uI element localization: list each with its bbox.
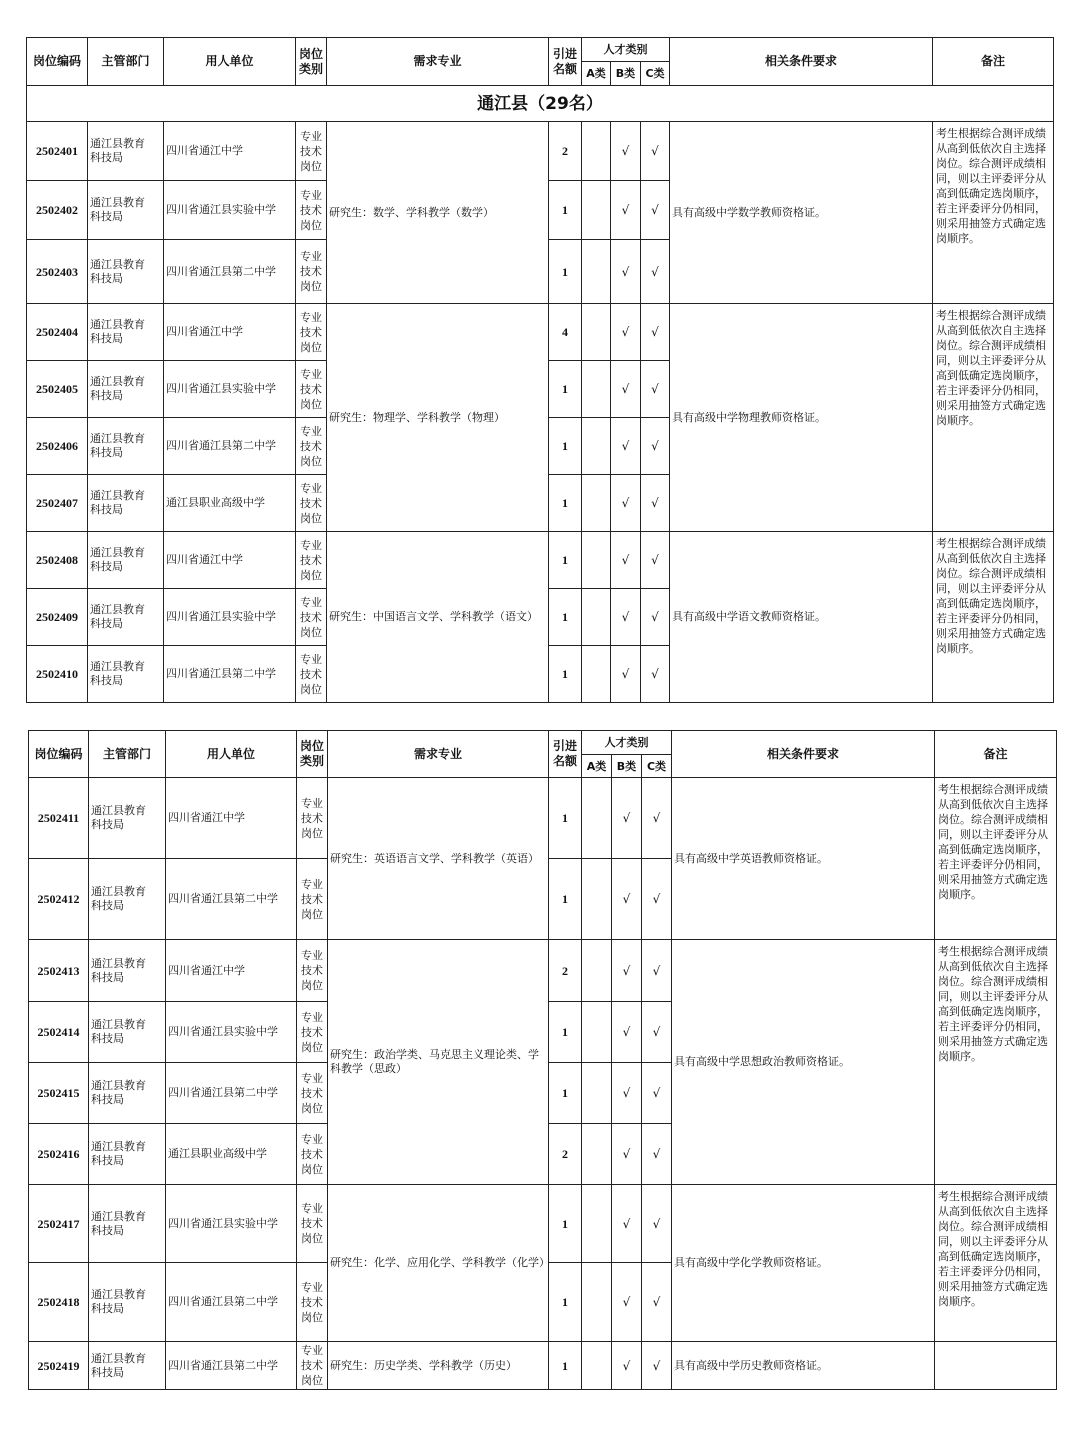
required-major: 研究生：英语语言文学、学科教学（英语） [328, 778, 549, 940]
post-code: 2502404 [27, 304, 88, 361]
post-category: 专业 技术 岗位 [297, 1063, 328, 1124]
quota: 1 [549, 181, 582, 240]
post-code: 2502410 [27, 646, 88, 703]
header-unit: 用人单位 [164, 38, 296, 86]
post-category: 专业 技术 岗位 [296, 646, 327, 703]
talent-b-check: √ [612, 859, 642, 940]
quota: 1 [549, 240, 582, 304]
requirement: 具有高级中学语文教师资格证。 [670, 532, 933, 703]
section-title: 通江县（29名） [27, 86, 1054, 122]
table-row [29, 778, 1057, 859]
talent-c-check: √ [641, 304, 670, 361]
required-major: 研究生：化学、应用化学、学科教学（化学） [328, 1185, 549, 1342]
department: 通江县教育 科技局 [88, 532, 164, 589]
header-post-type: 岗位 类别 [297, 731, 328, 778]
talent-c-check: √ [641, 122, 670, 181]
talent-b-check: √ [612, 1342, 642, 1390]
employer-unit: 四川省通江中学 [164, 532, 296, 589]
talent-c-check: √ [641, 240, 670, 304]
header-talent: 人才类别 [582, 38, 670, 62]
talent-b-check: √ [611, 646, 641, 703]
talent-c-check: √ [642, 940, 672, 1002]
department: 通江县教育 科技局 [88, 475, 164, 532]
department: 通江县教育 科技局 [89, 778, 166, 859]
talent-b-check: √ [612, 1063, 642, 1124]
requirement: 具有高级中学化学教师资格证。 [672, 1185, 935, 1342]
talent-b-check: √ [612, 1263, 642, 1342]
employer-unit: 四川省通江县第二中学 [166, 1342, 297, 1390]
header-c: C类 [641, 62, 670, 86]
talent-c-check: √ [641, 646, 670, 703]
employer-unit: 四川省通江中学 [164, 122, 296, 181]
quota: 4 [549, 304, 582, 361]
header-b: B类 [611, 62, 641, 86]
talent-c-check: √ [642, 1263, 672, 1342]
post-category: 专业 技术 岗位 [296, 240, 327, 304]
quota: 1 [549, 778, 582, 859]
talent-b-check: √ [612, 1124, 642, 1185]
requirement: 具有高级中学英语教师资格证。 [672, 778, 935, 940]
employer-unit: 四川省通江中学 [166, 940, 297, 1002]
talent-a-cell [582, 361, 611, 418]
post-code: 2502401 [27, 122, 88, 181]
header-a: A类 [582, 755, 612, 778]
talent-b-check: √ [612, 1185, 642, 1263]
remark [935, 1342, 1057, 1390]
talent-c-check: √ [642, 1185, 672, 1263]
talent-a-cell [582, 940, 612, 1002]
department: 通江县教育 科技局 [89, 1185, 166, 1263]
talent-a-cell [582, 859, 612, 940]
talent-a-cell [582, 475, 611, 532]
talent-c-check: √ [642, 778, 672, 859]
quota: 1 [549, 1063, 582, 1124]
talent-a-cell [582, 418, 611, 475]
header-unit: 用人单位 [166, 731, 297, 778]
post-category: 专业 技术 岗位 [297, 1124, 328, 1185]
talent-a-cell [582, 589, 611, 646]
employer-unit: 四川省通江中学 [164, 304, 296, 361]
employer-unit: 四川省通江县第二中学 [164, 240, 296, 304]
talent-b-check: √ [612, 940, 642, 1002]
header-note: 备注 [935, 731, 1057, 778]
talent-a-cell [582, 646, 611, 703]
table-row [27, 304, 1054, 361]
table-row [27, 122, 1054, 181]
employer-unit: 通江县职业高级中学 [164, 475, 296, 532]
post-code: 2502403 [27, 240, 88, 304]
header-b: B类 [612, 755, 642, 778]
quota: 1 [549, 859, 582, 940]
department: 通江县教育 科技局 [88, 304, 164, 361]
employer-unit: 四川省通江县第二中学 [166, 859, 297, 940]
remark: 考生根据综合测评成绩从高到低依次自主选择岗位。综合测评成绩相同，则以主评委评分从高到低确定选岗顺序，若主评委评分仍相同，则采用抽签方式确定选岗顺序。 [935, 778, 1057, 940]
talent-a-cell [582, 1185, 612, 1263]
quota: 1 [549, 1185, 582, 1263]
employer-unit: 四川省通江县实验中学 [166, 1002, 297, 1063]
header-quota: 引进 名额 [549, 731, 582, 778]
talent-c-check: √ [641, 532, 670, 589]
quota: 1 [549, 475, 582, 532]
post-category: 专业 技术 岗位 [297, 859, 328, 940]
talent-a-cell [582, 778, 612, 859]
quota: 2 [549, 122, 582, 181]
employer-unit: 四川省通江县实验中学 [164, 361, 296, 418]
talent-c-check: √ [641, 475, 670, 532]
post-category: 专业 技术 岗位 [297, 1263, 328, 1342]
table-row [29, 1185, 1057, 1263]
requirement: 具有高级中学历史教师资格证。 [672, 1342, 935, 1390]
employer-unit: 四川省通江县实验中学 [164, 181, 296, 240]
remark: 考生根据综合测评成绩从高到低依次自主选择岗位。综合测评成绩相同，则以主评委评分从高到低确定选岗顺序，若主评委评分仍相同，则采用抽签方式确定选岗顺序。 [935, 940, 1057, 1185]
department: 通江县教育 科技局 [88, 122, 164, 181]
post-category: 专业 技术 岗位 [296, 532, 327, 589]
talent-c-check: √ [641, 361, 670, 418]
post-category: 专业 技术 岗位 [296, 181, 327, 240]
department: 通江县教育 科技局 [88, 418, 164, 475]
talent-a-cell [582, 122, 611, 181]
talent-c-check: √ [641, 181, 670, 240]
required-major: 研究生：数学、学科教学（数学） [327, 122, 549, 304]
talent-c-check: √ [642, 859, 672, 940]
post-category: 专业 技术 岗位 [296, 304, 327, 361]
requirement: 具有高级中学物理教师资格证。 [670, 304, 933, 532]
quota: 1 [549, 589, 582, 646]
talent-a-cell [582, 1063, 612, 1124]
employer-unit: 通江县职业高级中学 [166, 1124, 297, 1185]
header-a: A类 [582, 62, 611, 86]
quota: 1 [549, 532, 582, 589]
post-category: 专业 技术 岗位 [297, 1342, 328, 1390]
talent-a-cell [582, 1263, 612, 1342]
post-code: 2502415 [29, 1063, 89, 1124]
post-code: 2502407 [27, 475, 88, 532]
department: 通江县教育 科技局 [89, 1063, 166, 1124]
post-code: 2502402 [27, 181, 88, 240]
post-category: 专业 技术 岗位 [297, 1002, 328, 1063]
talent-a-cell [582, 181, 611, 240]
department: 通江县教育 科技局 [88, 361, 164, 418]
talent-b-check: √ [611, 240, 641, 304]
talent-b-check: √ [611, 361, 641, 418]
talent-c-check: √ [641, 589, 670, 646]
required-major: 研究生：中国语言文学、学科教学（语文） [327, 532, 549, 703]
department: 通江县教育 科技局 [88, 589, 164, 646]
quota: 1 [549, 418, 582, 475]
post-code: 2502413 [29, 940, 89, 1002]
header-code: 岗位编码 [27, 38, 88, 86]
post-code: 2502418 [29, 1263, 89, 1342]
remark: 考生根据综合测评成绩从高到低依次自主选择岗位。综合测评成绩相同，则以主评委评分从高到低确定选岗顺序，若主评委评分仍相同，则采用抽签方式确定选岗顺序。 [933, 122, 1054, 304]
talent-b-check: √ [611, 475, 641, 532]
table-row [29, 940, 1057, 1002]
table2-body [29, 778, 1057, 1390]
header-post-type: 岗位 类别 [296, 38, 327, 86]
department: 通江县教育 科技局 [88, 240, 164, 304]
talent-c-check: √ [642, 1002, 672, 1063]
header-major: 需求专业 [327, 38, 549, 86]
table-row [27, 532, 1054, 589]
required-major: 研究生：物理学、学科教学（物理） [327, 304, 549, 532]
talent-b-check: √ [611, 122, 641, 181]
header-major: 需求专业 [328, 731, 549, 778]
quota: 2 [549, 1124, 582, 1185]
quota: 1 [549, 1263, 582, 1342]
post-code: 2502405 [27, 361, 88, 418]
post-category: 专业 技术 岗位 [296, 122, 327, 181]
department: 通江县教育 科技局 [89, 1124, 166, 1185]
post-category: 专业 技术 岗位 [296, 361, 327, 418]
talent-a-cell [582, 532, 611, 589]
required-major: 研究生：政治学类、马克思主义理论类、学科教学（思政） [328, 940, 549, 1185]
remark: 考生根据综合测评成绩从高到低依次自主选择岗位。综合测评成绩相同，则以主评委评分从高到低确定选岗顺序，若主评委评分仍相同，则采用抽签方式确定选岗顺序。 [935, 1185, 1057, 1342]
required-major: 研究生：历史学类、学科教学（历史） [328, 1342, 549, 1390]
post-code: 2502416 [29, 1124, 89, 1185]
employer-unit: 四川省通江中学 [166, 778, 297, 859]
department: 通江县教育 科技局 [89, 940, 166, 1002]
header-req: 相关条件要求 [672, 731, 935, 778]
quota: 1 [549, 646, 582, 703]
talent-b-check: √ [612, 778, 642, 859]
department: 通江县教育 科技局 [89, 1263, 166, 1342]
remark: 考生根据综合测评成绩从高到低依次自主选择岗位。综合测评成绩相同，则以主评委评分从高到低确定选岗顺序，若主评委评分仍相同，则采用抽签方式确定选岗顺序。 [933, 532, 1054, 703]
header-talent: 人才类别 [582, 731, 672, 755]
quota: 2 [549, 940, 582, 1002]
post-code: 2502409 [27, 589, 88, 646]
header-dept: 主管部门 [89, 731, 166, 778]
talent-a-cell [582, 1342, 612, 1390]
talent-a-cell [582, 304, 611, 361]
quota: 1 [549, 1342, 582, 1390]
employer-unit: 四川省通江县第二中学 [164, 646, 296, 703]
post-category: 专业 技术 岗位 [297, 940, 328, 1002]
post-code: 2502406 [27, 418, 88, 475]
header-note: 备注 [933, 38, 1054, 86]
employer-unit: 四川省通江县实验中学 [166, 1185, 297, 1263]
post-code: 2502419 [29, 1342, 89, 1390]
post-category: 专业 技术 岗位 [297, 778, 328, 859]
talent-b-check: √ [611, 418, 641, 475]
talent-c-check: √ [642, 1063, 672, 1124]
table1-body [27, 122, 1054, 703]
department: 通江县教育 科技局 [88, 646, 164, 703]
recruitment-table-part2 [28, 730, 1057, 1390]
post-code: 2502417 [29, 1185, 89, 1263]
talent-b-check: √ [611, 589, 641, 646]
post-category: 专业 技术 岗位 [296, 475, 327, 532]
post-category: 专业 技术 岗位 [296, 418, 327, 475]
post-code: 2502414 [29, 1002, 89, 1063]
post-category: 专业 技术 岗位 [296, 589, 327, 646]
talent-a-cell [582, 240, 611, 304]
quota: 1 [549, 361, 582, 418]
employer-unit: 四川省通江县第二中学 [166, 1263, 297, 1342]
header-dept: 主管部门 [88, 38, 164, 86]
talent-b-check: √ [611, 181, 641, 240]
post-code: 2502408 [27, 532, 88, 589]
post-category: 专业 技术 岗位 [297, 1185, 328, 1263]
requirement: 具有高级中学思想政治教师资格证。 [672, 940, 935, 1185]
talent-c-check: √ [642, 1342, 672, 1390]
requirement: 具有高级中学数学教师资格证。 [670, 122, 933, 304]
table-row [29, 1342, 1057, 1390]
employer-unit: 四川省通江县第二中学 [166, 1063, 297, 1124]
post-code: 2502412 [29, 859, 89, 940]
header-c: C类 [642, 755, 672, 778]
department: 通江县教育 科技局 [88, 181, 164, 240]
department: 通江县教育 科技局 [89, 859, 166, 940]
header-req: 相关条件要求 [670, 38, 933, 86]
quota: 1 [549, 1002, 582, 1063]
department: 通江县教育 科技局 [89, 1002, 166, 1063]
post-code: 2502411 [29, 778, 89, 859]
talent-b-check: √ [611, 304, 641, 361]
talent-c-check: √ [642, 1124, 672, 1185]
header-code: 岗位编码 [29, 731, 89, 778]
talent-b-check: √ [612, 1002, 642, 1063]
department: 通江县教育 科技局 [89, 1342, 166, 1390]
header-quota: 引进 名额 [549, 38, 582, 86]
remark: 考生根据综合测评成绩从高到低依次自主选择岗位。综合测评成绩相同，则以主评委评分从高到低确定选岗顺序，若主评委评分仍相同，则采用抽签方式确定选岗顺序。 [933, 304, 1054, 532]
talent-c-check: √ [641, 418, 670, 475]
talent-b-check: √ [611, 532, 641, 589]
employer-unit: 四川省通江县实验中学 [164, 589, 296, 646]
talent-a-cell [582, 1124, 612, 1185]
employer-unit: 四川省通江县第二中学 [164, 418, 296, 475]
recruitment-table-part1 [26, 37, 1054, 703]
talent-a-cell [582, 1002, 612, 1063]
